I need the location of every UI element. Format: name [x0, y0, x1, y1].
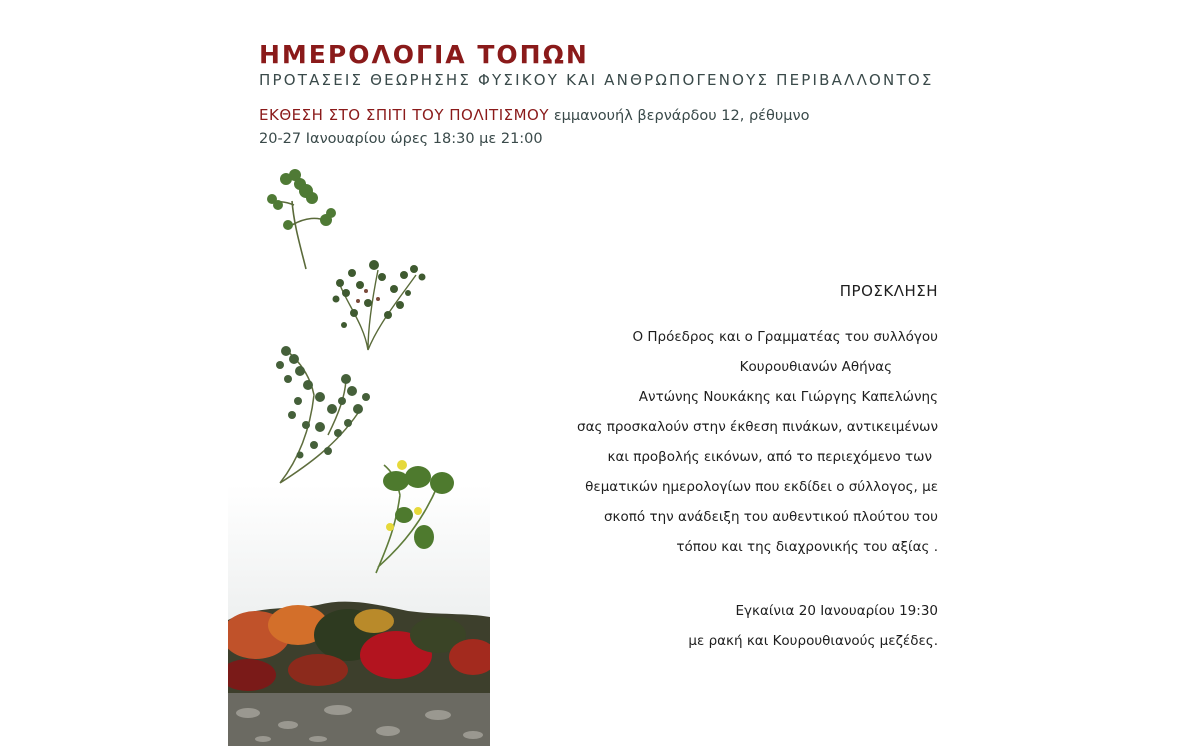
- invitation-line: Ο Πρόεδρος και ο Γραμματέας του συλλόγου: [632, 329, 938, 345]
- invitation: [498, 282, 938, 656]
- invitation-line: και προβολής εικόνων, από το περιεχόμενο των: [607, 449, 932, 465]
- opening-info: [498, 596, 938, 656]
- page-title: ΗΜΕΡΟΛΟΓΙΑ ΤΟΠΩΝ: [259, 40, 589, 69]
- exhibition-dates: 20-27 Ιανουαρίου ώρες 18:30 με 21:00: [259, 131, 543, 147]
- opening-date: Εγκαίνια 20 Ιανουαρίου 19:30: [735, 603, 938, 619]
- invitation-body: [498, 322, 938, 562]
- venue-address: εμμανουήλ βερνάρδου 12, ρέθυμνο: [553, 108, 810, 124]
- page-subtitle: ΠΡΟΤΑΣΕΙΣ ΘΕΩΡΗΣΗΣ ΦΥΣΙΚΟΥ ΚΑΙ ΑΝΘΡΩΠΟΓΕΝΟΥΣ ΠΕΡΙΒΑΛΛΟΝΤΟΣ: [259, 71, 934, 89]
- invitation-line: τόπου και της διαχρονικής του αξίας .: [676, 539, 938, 555]
- invitation-line: Αντώνης Νουκάκης και Γιώργης Καπελώνης: [638, 389, 938, 405]
- venue-line: [259, 106, 809, 124]
- red-shrubland-landscape: [228, 602, 490, 746]
- header: [259, 40, 1019, 90]
- invitation-line: Κουρουθιανών Αθήνας: [739, 359, 892, 375]
- invitation-line: σας προσκαλούν στην έκθεση πινάκων, αντικειμένων: [577, 419, 938, 435]
- invitation-line: θεματικών ημερολογίων που εκδίδει ο σύλλογος, με: [585, 479, 938, 495]
- venue-name: ΕΚΘΕΣΗ ΣΤΟ ΣΠΙΤΙ ΤΟΥ ΠΟΛΙΤΙΣΜΟΥ: [259, 106, 550, 124]
- invitation-line: σκοπό την ανάδειξη του αυθεντικού πλούτου του: [604, 509, 938, 525]
- invitation-heading: ΠΡΟΣΚΛΗΣΗ: [839, 282, 938, 300]
- opening-refreshments: με ρακή και Κουρουθιανούς μεζέδες.: [688, 633, 938, 649]
- plant-artwork: [228, 165, 490, 746]
